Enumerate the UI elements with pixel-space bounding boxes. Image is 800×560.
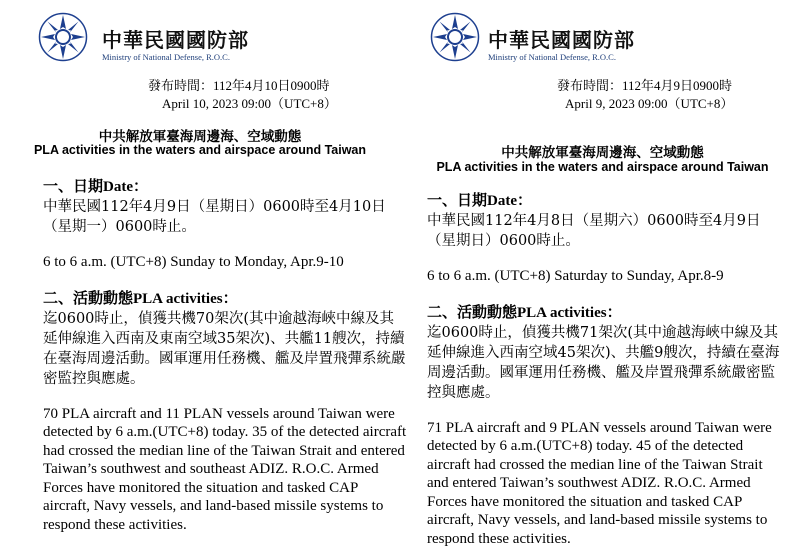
activities-text-en: 70 PLA aircraft and 11 PLAN vessels around Taiwan were detected by 6 a.m.(UTC+8) today. 35 of the detected aircraft had crossed the median line of the Taiwan Strait and entered Taiwan’s southwest and southeast ADIZ. R.O.C. Armed Forces have monitored the situation and tasked CAP aircraft, Navy vessels, and land-based missile systems to respond these activities. [43,405,407,533]
activities-heading-en: PLA activities [517,304,607,321]
date-text-en: 6 to 6 a.m. (UTC+8) Sunday to Monday, Apr.9-10 [43,254,344,270]
activities-heading-en: PLA activities [133,290,223,307]
ministry-name-en: Ministry of National Defense, R.O.C. [102,52,230,62]
ministry-name-zh: 中華民國國防部 [488,28,635,52]
activities-text-zh: 迄0600時止，偵獲共機71架次(其中逾越海峽中線及其延伸線進入西南空域45架次)、共艦9艘次，持續在臺海周邊活動。國軍運用任務機、艦及岸置飛彈系統嚴密監控與應處。 [427,324,780,401]
date-text-zh: 中華民國112年4月8日（星期六）0600時至4月9日（星期日）0600時止。 [427,213,761,249]
activities-text-zh: 迄0600時止，偵獲共機70架次(其中逾越海峽中線及其延伸線進入西南及東南空域35架次)、共艦11艘次，持續在臺海周邊活動。國軍運用任務機、艦及岸置飛彈系統嚴密監控與應處。 [43,310,406,387]
release-time-en: April 10, 2023 09:00（UTC+8） [162,96,337,111]
title-zh: 中共解放軍臺海周邊海、空域動態 [98,129,302,145]
date-text-zh: 中華民國112年4月9日（星期日）0600時至4月10日（星期一）0600時止。 [43,199,386,235]
date-heading [427,190,787,211]
date-heading-colon: ： [133,177,149,195]
date-heading-zh: 一、日期 [43,177,104,195]
release-time-zh: 發布時間：112年4月9日0900時 [557,78,733,93]
date-heading-en: Date [487,193,518,209]
activities-heading [43,288,408,309]
date-heading-en: Date [103,179,134,195]
press-release-apr-9 [405,0,800,560]
title-en: PLA activities in the waters and airspace around Taiwan [436,160,769,174]
release-body [43,176,408,534]
title-zh: 中共解放軍臺海周邊海、空域動態 [501,145,704,161]
mnd-emblem-icon [430,12,480,62]
mnd-emblem-icon [38,12,88,62]
activities-heading-zh: 二、活動動態 [43,288,134,307]
ministry-name-zh: 中華民國國防部 [102,28,249,52]
activities-heading-colon: ： [222,288,238,307]
activities-heading-colon: ： [606,302,622,321]
date-heading-colon: ： [517,191,533,209]
activities-heading-zh: 二、活動動態 [427,302,518,321]
activities-text-en: 71 PLA aircraft and 9 PLAN vessels around Taiwan were detected by 6 a.m.(UTC+8) today. 45 of the detected aircraft had crossed the median line of the Taiwan Strait and entered Taiwan’s southwest ADIZ. R.O.C. Armed Forces have monitored the situation and tasked CAP aircraft, Navy vessels, and land-based missile systems to respond these activities. [427,419,772,547]
ministry-name-en: Ministry of National Defense, R.O.C. [488,52,616,62]
date-text-en: 6 to 6 a.m. (UTC+8) Saturday to Sunday, Apr.8-9 [427,268,724,284]
title-en: PLA activities in the waters and airspace around Taiwan [33,143,367,157]
date-heading [43,176,408,197]
release-time-zh: 發布時間：112年4月10日0900時 [148,78,330,93]
activities-heading [427,302,787,323]
date-heading-zh: 一、日期 [427,191,488,209]
release-body [427,190,787,548]
release-time-en: April 9, 2023 09:00（UTC+8） [565,96,734,111]
